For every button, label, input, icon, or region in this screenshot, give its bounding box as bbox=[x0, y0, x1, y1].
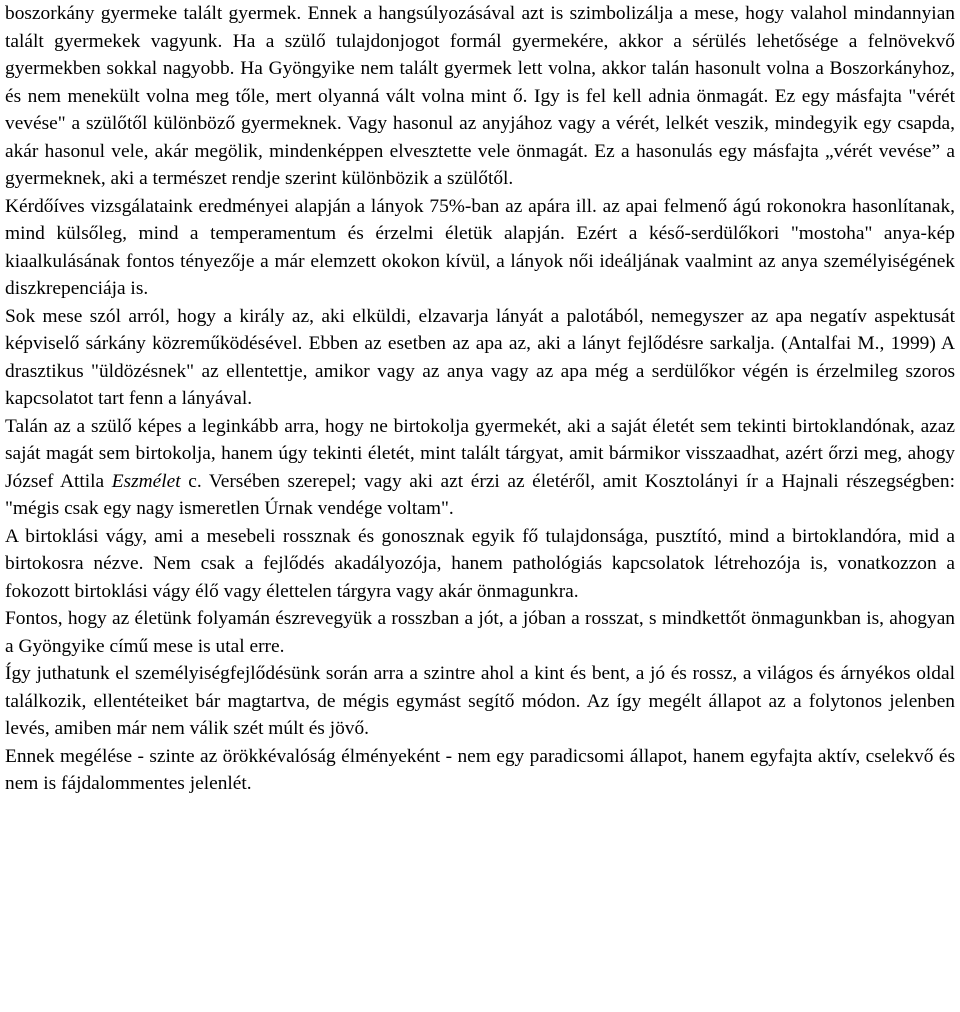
paragraph-text-continued: c. Versében szerepel; vagy aki azt érzi az életéről, amit Kosztolányi ír a Hajnali részegségben: "mégis csak egy nagy ismeretlen Úrnak vendége voltam". bbox=[5, 470, 955, 519]
paragraph-7 bbox=[5, 660, 955, 743]
paragraph-5 bbox=[5, 523, 955, 606]
paragraph-6 bbox=[5, 605, 955, 660]
paragraph-text: Sok mese szól arról, hogy a király az, aki elküldi, elzavarja lányát a palotából, nemegyszer az apa negatív aspektusát képviselő sárkány közreműködésével. Ebben az esetben az apa az, aki a lányt fejlődésre sarkalja. (Antalfai M., 1999) A drasztikus "üldözésnek" az ellentettje, amikor vagy az anya vagy az apa még a serdülőkor végén is érzelmileg szoros kapcsolatot tart fenn a lányával. bbox=[5, 305, 955, 409]
paragraph-3 bbox=[5, 303, 955, 413]
paragraph-text: Talán az a szülő képes a leginkább arra, hogy ne birtokolja gyermekét, aki a saját életét sem tekinti birtoklandónak, azaz saját magát sem birtokolja, hanem úgy tekinti életét, mint talált tárgyat, amit bármikor visszaadhat, azért őrzi meg, ahogy József Attila bbox=[5, 415, 955, 492]
paragraph-text: A birtoklási vágy, ami a mesebeli rossznak és gonosznak egyik fő tulajdonsága, pusztító, mind a birtoklandóra, mid a birtokosra nézve. Nem csak a fejlődés akadályozója, hanem pathológiás kapcsolatok létrehozója is, vonatkozzon a fokozott birtoklási vágy élő vagy élettelen tárgyra vagy akár önmagunkra. bbox=[5, 525, 955, 602]
paragraph-4 bbox=[5, 413, 955, 523]
paragraph-text: Fontos, hogy az életünk folyamán észrevegyük a rosszban a jót, a jóban a rosszat, s mindkettőt önmagunkban is, ahogyan a Gyöngyike című mese is utal erre. bbox=[5, 608, 955, 657]
paragraph-text: Ennek megélése - szinte az örökkévalóság élményeként - nem egy paradicsomi állapot, hanem egyfajta aktív, cselekvő és nem is fájdalommentes jelenlét. bbox=[5, 745, 955, 794]
paragraph-8 bbox=[5, 743, 955, 798]
document-page bbox=[5, 0, 955, 798]
paragraph-text: Így juthatunk el személyiségfejlődésünk során arra a szintre ahol a kint és bent, a jó és rossz, a világos és árnyékos oldal találkozik, ellentéteiket bár magtartva, de mégis egymást segítő módon. Az így megélt állapot az a folytonos jelenben levés, amiben már nem válik szét múlt és jövő. bbox=[5, 663, 955, 739]
paragraph-text: Kérdőíves vizsgálataink eredményei alapján a lányok 75%-ban az apára ill. az apai felmenő ágú rokonokra hasonlítanak, mind külsőleg, mind a temperamentum és érzelmi életük alapján. Ezért a késő-serdülőkori "mostoha" anya-kép kiaalkulásának fontos tényezője a már elemzett okokon kívül, a lányok női ideáljának vaalmint az anya személyiségének diszkrepenciája is. bbox=[5, 195, 955, 299]
poem-title-italic: Eszmélet bbox=[111, 470, 181, 492]
paragraph-1 bbox=[5, 0, 955, 193]
paragraph-2 bbox=[5, 193, 955, 303]
paragraph-text: boszorkány gyermeke talált gyermek. Ennek a hangsúlyozásával azt is szimbolizálja a mese, hogy valahol mindannyian talált gyermekek vagyunk. Ha a szülő tulajdonjogot formál gyermekére, akkor a sérülés lehetősége a felnövekvő gyermekben sokkal nagyobb. Ha Gyöngyike nem talált gyermek lett volna, akkor talán hasonult volna a Boszorkányhoz, és nem menekült volna meg tőle, mert olyanná vált volna mint ő. Igy is fel kell adnia önmagát. Ez egy másfajta "vérét vevése" a szülőtől különböző gyermeknek. Vagy hasonul az anyjához vagy a vérét, lelkét veszik, mindegyik egy csapda, akár hasonul vele, akár megölik, mindenképpen elvesztette vele önmagát. Ez a hasonulás egy másfajta „vérét vevése” a gyermeknek, aki a természet rendje szerint különbözik a szülőtől. bbox=[5, 3, 955, 189]
